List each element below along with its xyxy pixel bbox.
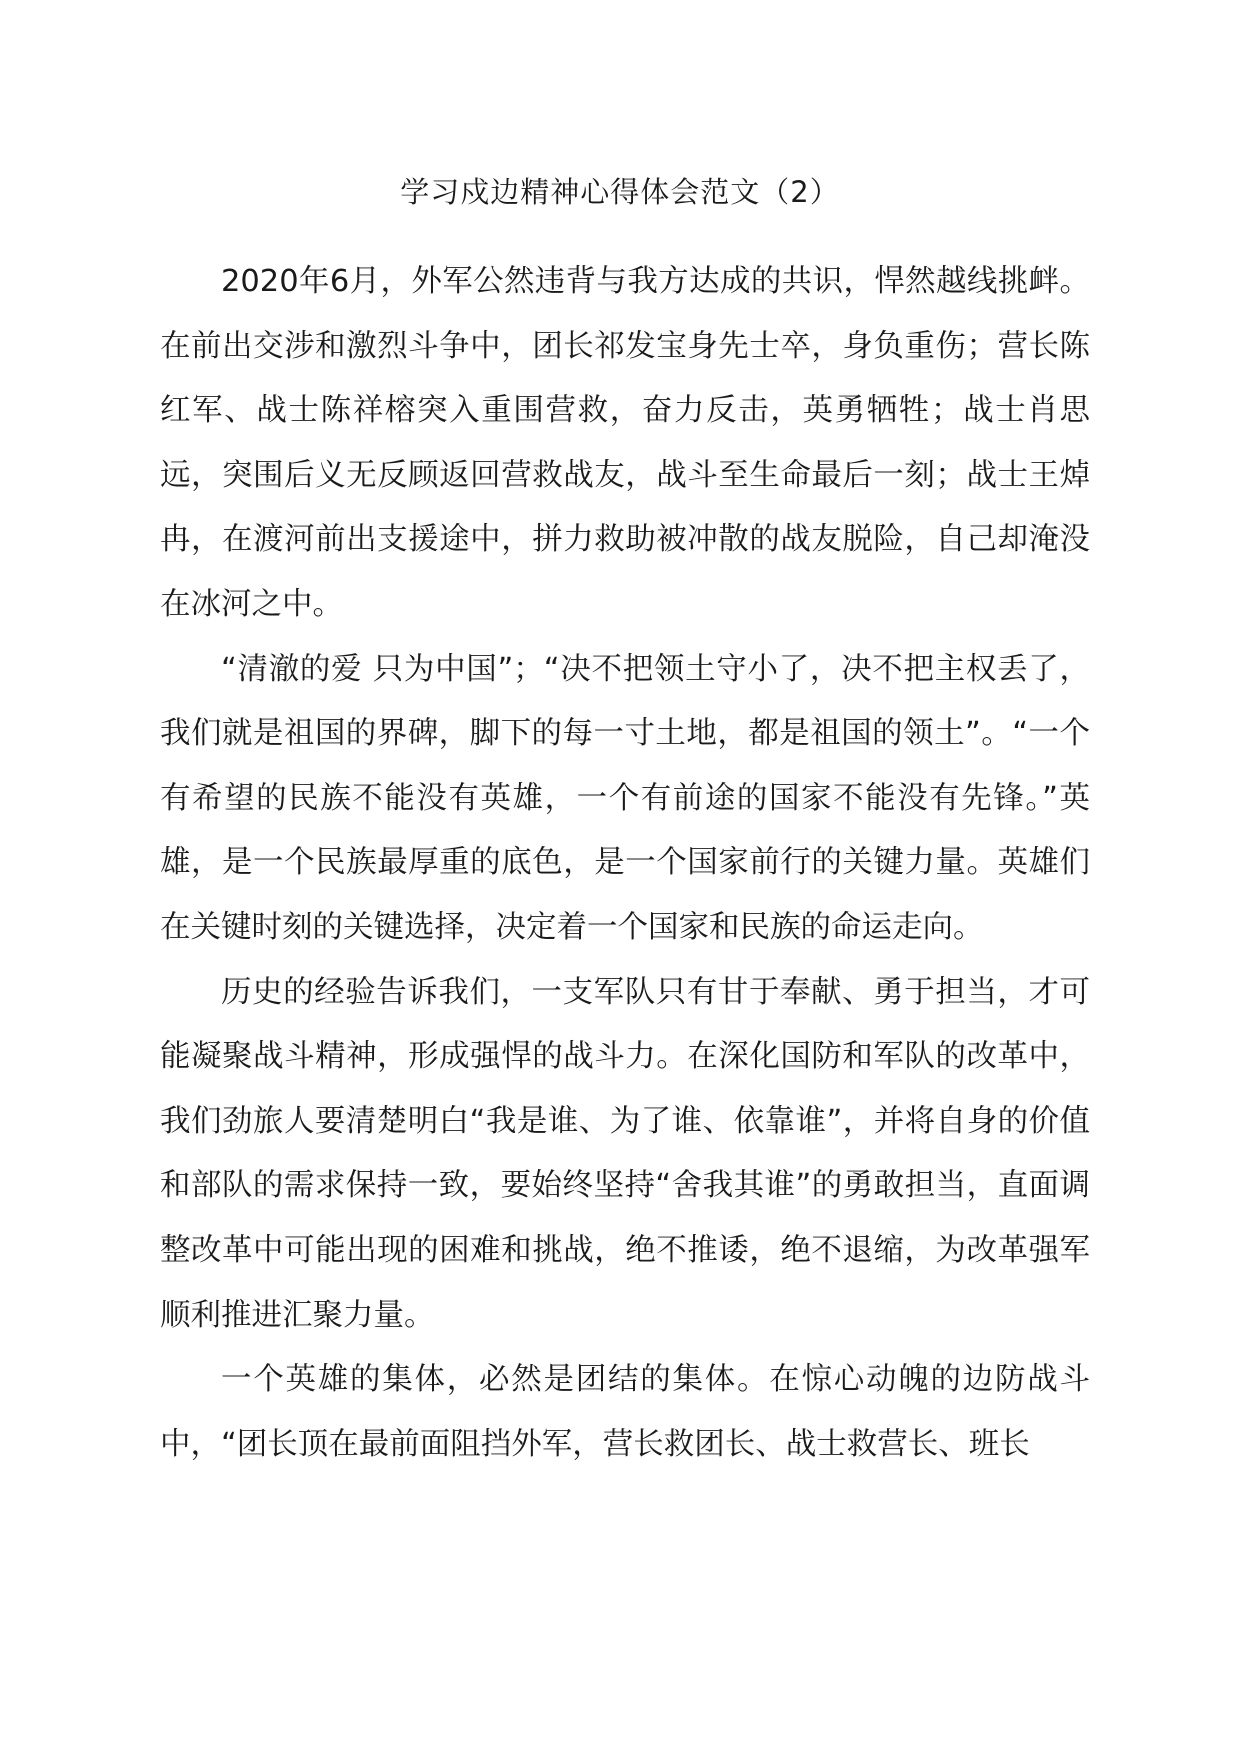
paragraph-4: 一个英雄的集体，必然是团结的集体。在惊心动魄的边防战斗中，“团长顶在最前面阻挡外军，营长救团长、战士救营长、班长 — [160, 1362, 1090, 1462]
document-title: 学习戍边精神心得体会范文（2） — [400, 175, 840, 209]
paragraph-3: 历史的经验告诉我们，一支军队只有甘于奉献、勇于担当，才可能凝聚战斗精神，形成强悍的战斗力。在深化国防和军队的改革中，我们劲旅人要清楚明白“我是谁、为了谁、依靠谁”，并将自身的价值和部队的需求保持一致，要始终坚持“舍我其谁”的勇敢担当，直面调整改革中可能出现的困难和挑战，绝不推诿，绝不退缩，为改革强军顺利推进汇聚力量。 — [160, 974, 1090, 1333]
paragraph-1: 2020年6月，外军公然违背与我方达成的共识，悍然越线挑衅。在前出交涉和激烈斗争中，团长祁发宝身先士卒，身负重伤；营长陈红军、战士陈祥榕突入重围营救，奋力反击，英勇牺牲；战士肖思远，突围后义无反顾返回营救战友，战斗至生命最后一刻；战士王焯冉，在渡河前出支援途中，拼力救助被冲散的战友脱险，自己却淹没在冰河之中。 — [160, 264, 1090, 622]
document-body — [160, 250, 1090, 1477]
paragraph-2: “清澈的爱 只为中国”；“决不把领土守小了，决不把主权丢了，我们就是祖国的界碑，脚下的每一寸土地，都是祖国的领土”。“一个有希望的民族不能没有英雄，一个有前途的国家不能没有先锋。”英雄，是一个民族最厚重的底色，是一个国家前行的关键力量。英雄们在关键时刻的关键选择，决定着一个国家和民族的命运走向。 — [160, 651, 1090, 945]
